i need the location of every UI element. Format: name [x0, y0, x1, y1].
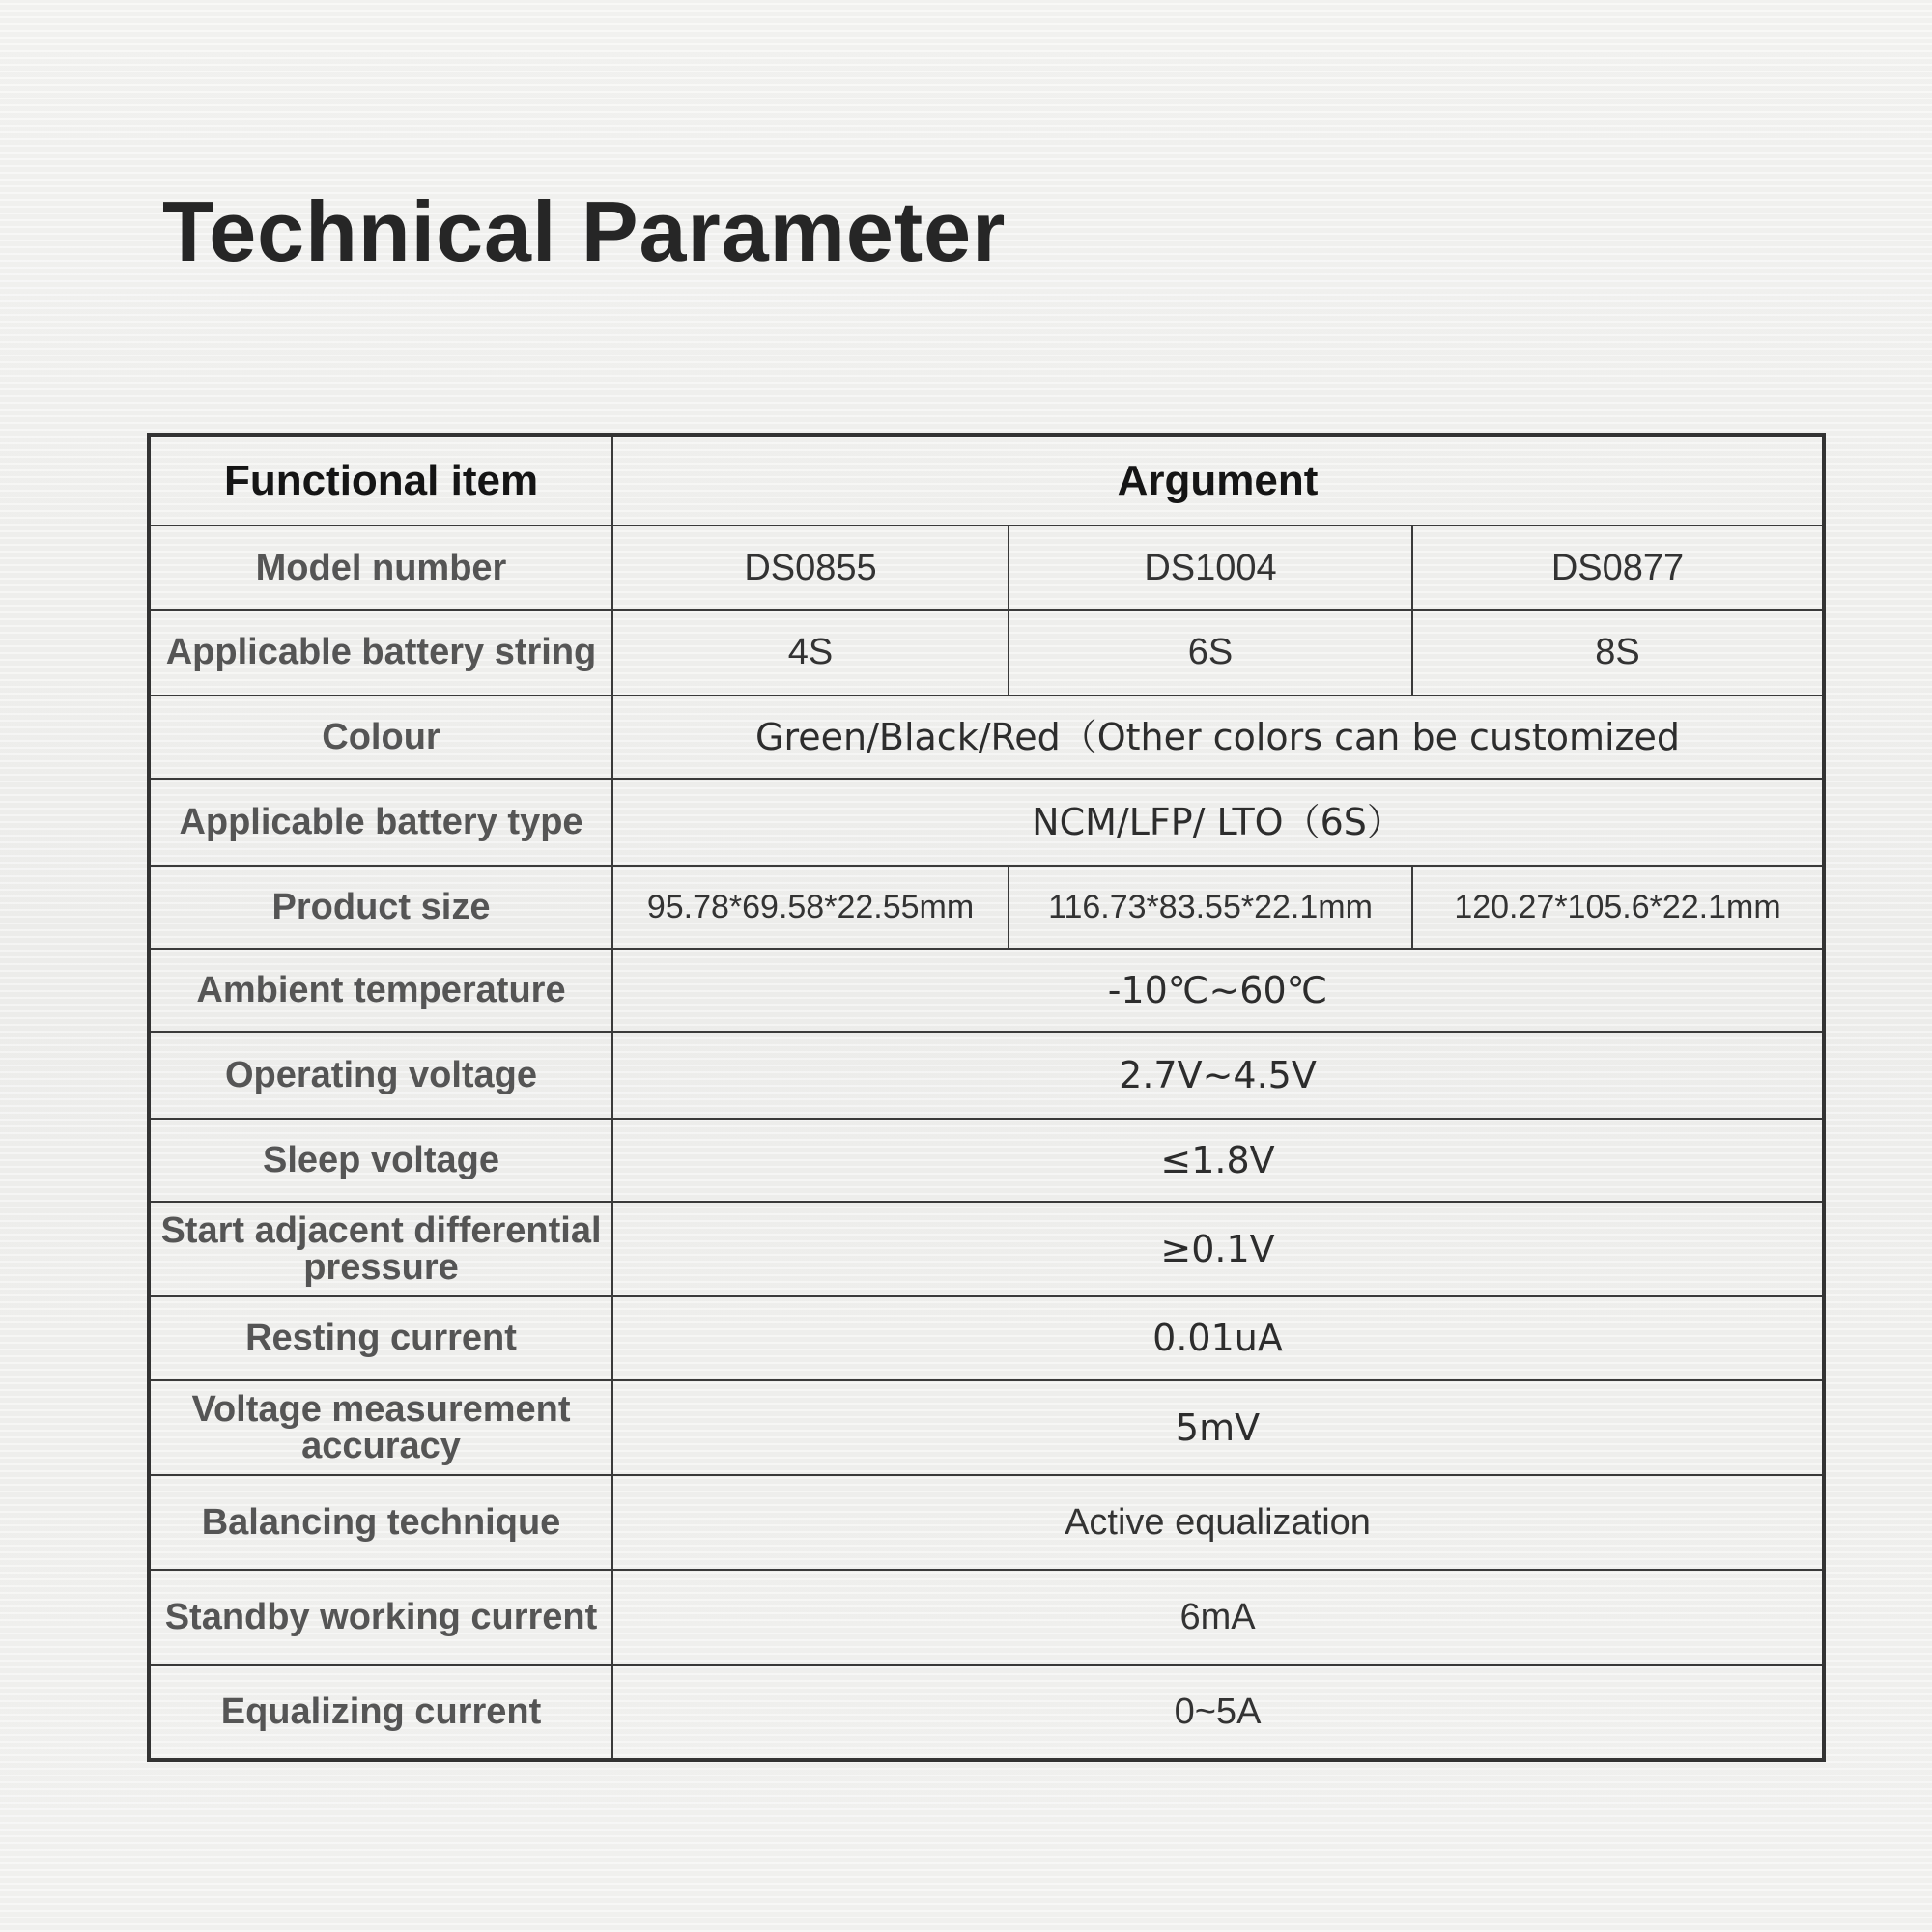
page-title: Technical Parameter — [162, 184, 1007, 279]
row-label-equalizing-current: Equalizing current — [149, 1665, 612, 1760]
row-label-battery-string: Applicable battery string — [149, 610, 612, 696]
differential-pressure-value: ≥0.1V — [612, 1202, 1824, 1296]
table-row — [149, 526, 1824, 609]
table-row — [149, 1570, 1824, 1664]
table-row — [149, 1665, 1824, 1760]
table-row — [149, 1296, 1824, 1379]
row-label-measurement-accuracy: Voltage measurement accuracy — [149, 1380, 612, 1475]
row-label-ambient-temperature: Ambient temperature — [149, 949, 612, 1032]
row-label-model-number: Model number — [149, 526, 612, 609]
standby-current-value: 6mA — [612, 1570, 1824, 1664]
row-label-operating-voltage: Operating voltage — [149, 1032, 612, 1118]
row-label-resting-current: Resting current — [149, 1296, 612, 1379]
model-number-value-3: DS0877 — [1412, 526, 1824, 609]
equalizing-current-value: 0~5A — [612, 1665, 1824, 1760]
battery-type-value: NCM/LFP/ LTO（6S） — [612, 779, 1824, 865]
table-row — [149, 1380, 1824, 1475]
product-size-value-1: 95.78*69.58*22.55mm — [612, 866, 1009, 949]
table-row — [149, 1475, 1824, 1570]
table-row — [149, 779, 1824, 865]
table-header-row — [149, 435, 1824, 526]
row-label-standby-current: Standby working current — [149, 1570, 612, 1664]
sleep-voltage-value: ≤1.8V — [612, 1119, 1824, 1202]
product-size-value-3: 120.27*105.6*22.1mm — [1412, 866, 1824, 949]
battery-string-value-2: 6S — [1009, 610, 1412, 696]
battery-string-value-1: 4S — [612, 610, 1009, 696]
colour-value: Green/Black/Red（Other colors can be customized — [612, 696, 1824, 779]
row-label-balancing-technique: Balancing technique — [149, 1475, 612, 1570]
table-row — [149, 1202, 1824, 1296]
header-argument: Argument — [612, 435, 1824, 526]
resting-current-value: 0.01uA — [612, 1296, 1824, 1379]
table-row — [149, 866, 1824, 949]
row-label-battery-type: Applicable battery type — [149, 779, 612, 865]
model-number-value-2: DS1004 — [1009, 526, 1412, 609]
measurement-accuracy-value: 5mV — [612, 1380, 1824, 1475]
technical-parameter-table — [147, 433, 1826, 1762]
table-row — [149, 1032, 1824, 1118]
ambient-temperature-value: -10℃~60℃ — [612, 949, 1824, 1032]
table-row — [149, 696, 1824, 779]
battery-string-value-3: 8S — [1412, 610, 1824, 696]
balancing-technique-value: Active equalization — [612, 1475, 1824, 1570]
row-label-product-size: Product size — [149, 866, 612, 949]
operating-voltage-value: 2.7V~4.5V — [612, 1032, 1824, 1118]
header-functional-item: Functional item — [149, 435, 612, 526]
model-number-value-1: DS0855 — [612, 526, 1009, 609]
table-row — [149, 1119, 1824, 1202]
row-label-colour: Colour — [149, 696, 612, 779]
table-row — [149, 610, 1824, 696]
row-label-sleep-voltage: Sleep voltage — [149, 1119, 612, 1202]
row-label-differential-pressure: Start adjacent differential pressure — [149, 1202, 612, 1296]
product-size-value-2: 116.73*83.55*22.1mm — [1009, 866, 1412, 949]
table-row — [149, 949, 1824, 1032]
